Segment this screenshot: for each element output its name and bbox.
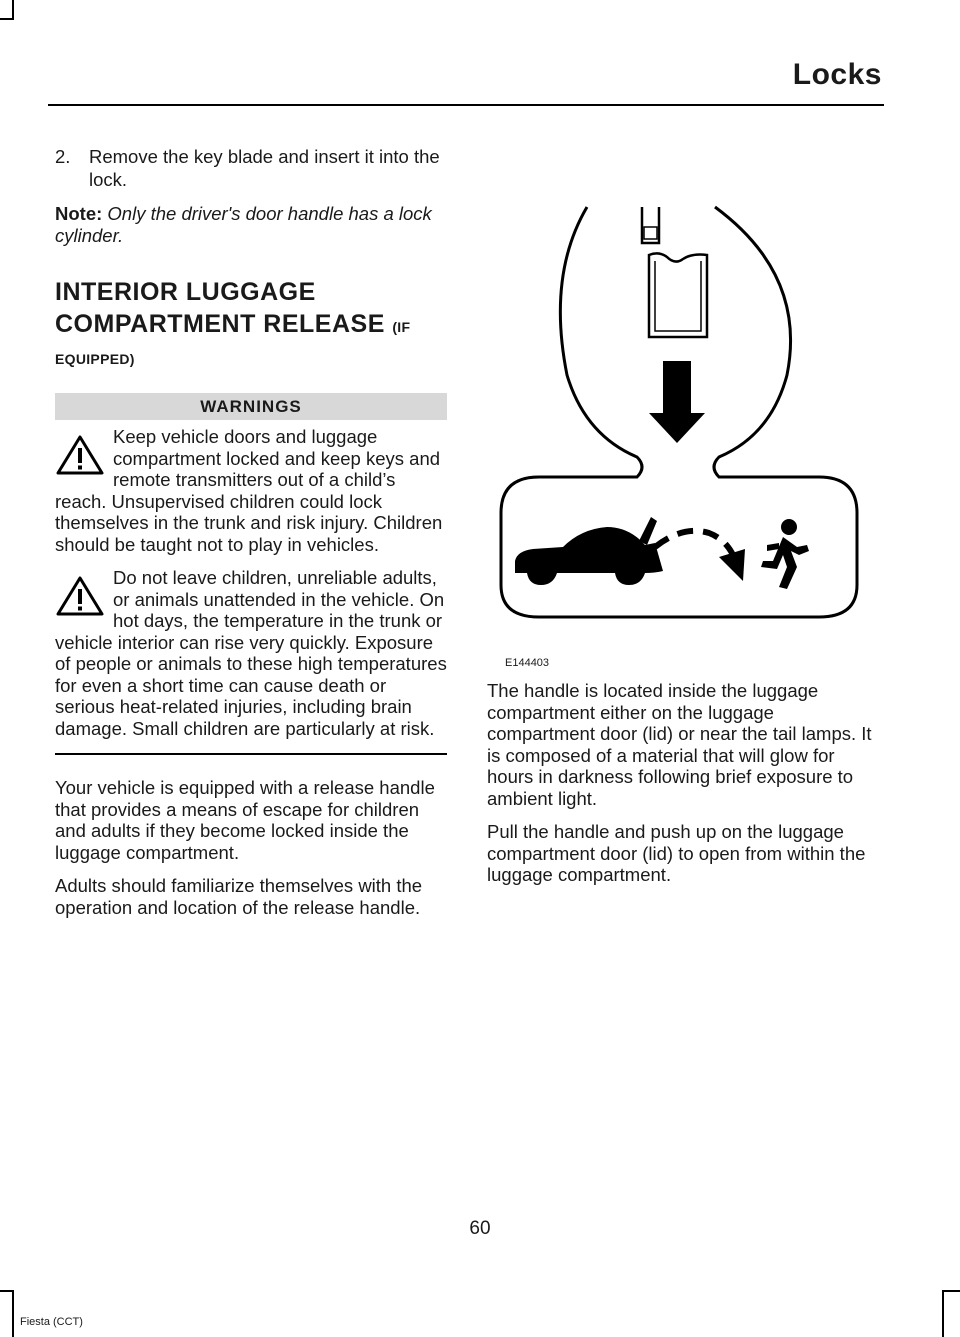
step-text: Remove the key blade and insert it into the lock. [89, 146, 440, 190]
warnings-heading: WARNINGS [55, 393, 447, 420]
right-column [487, 680, 882, 898]
release-handle-illustration [487, 195, 882, 675]
instruction-step [55, 145, 447, 191]
warning-triangle-icon [55, 434, 105, 476]
footer-model: Fiesta (CCT) [20, 1316, 83, 1328]
note-text: Only the driver's door handle has a lock cylinder. [55, 203, 432, 246]
step-number: 2. [55, 146, 71, 167]
page-title: Locks [792, 58, 882, 91]
note-label: Note: [55, 203, 103, 224]
warning-triangle-icon [55, 575, 105, 617]
crop-mark [942, 1290, 960, 1292]
body-paragraph: Adults should familiarize themselves with the operation and location of the release handle. [55, 875, 423, 918]
release-handle-drawing [487, 195, 882, 675]
figure-code: E144403 [505, 657, 550, 669]
body-paragraph: Pull the handle and push up on the luggage compartment door (lid) to open from within the luggage compartment. [487, 821, 866, 885]
left-column [55, 145, 447, 930]
section-title: INTERIOR LUGGAGE COMPARTMENT RELEASE [55, 278, 385, 338]
section-suffix-continued: EQUIPPED) [55, 351, 135, 367]
note [55, 203, 447, 246]
warning-text: Keep vehicle doors and luggage compartment locked and keep keys and remote transmitters out of a child’s reach. Unsupervised children could lock themselves in the trunk and risk injury. Children should be taught not to play in vehicles. [55, 426, 443, 555]
warning-text: Do not leave children, unreliable adults, or animals unattended in the vehicle. On hot days, the temperature in the trunk or vehicle interior can rise very quickly. Exposure of people or animals to these high temperatures for even a short time can cause death or serious heat-related injuries, including brain damage. Small children are particularly at risk. [55, 567, 447, 739]
section-suffix: (IF [392, 319, 411, 335]
body-paragraph: Your vehicle is equipped with a release handle that provides a means of escape for children and adults if they become locked inside the luggage compartment. [55, 777, 435, 863]
crop-mark [0, 1290, 14, 1292]
crop-mark [12, 1290, 14, 1337]
page-number: 60 [469, 1218, 491, 1239]
body-paragraph: The handle is located inside the luggage compartment either on the luggage compartment door (lid) or near the tail lamps. It is composed of a material that will glow for hours in darkness following brief exposure to ambient light. [487, 680, 872, 809]
warning-item [55, 567, 447, 739]
crop-mark [0, 18, 14, 20]
crop-mark [942, 1290, 944, 1337]
header-divider [48, 104, 884, 106]
warning-item [55, 426, 447, 555]
warnings-end-divider [55, 753, 447, 755]
section-heading [55, 276, 447, 343]
crop-mark [12, 0, 14, 20]
